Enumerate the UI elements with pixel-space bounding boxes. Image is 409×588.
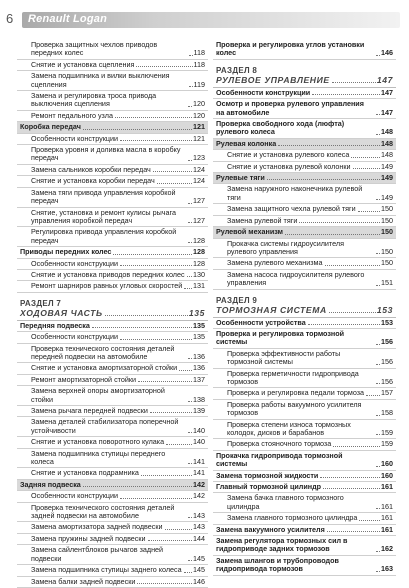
page-number-ref: 140 [193, 425, 205, 435]
page-number-ref: 123 [193, 153, 205, 163]
toc-entry[interactable] [213, 525, 396, 536]
toc-entry-title: Особенности конструкции [31, 258, 119, 268]
toc-entry-title: Передняя подвеска [20, 320, 90, 330]
dot-leader [320, 477, 380, 478]
toc-entry-title: Коробка передач [20, 122, 81, 132]
toc-entry[interactable] [17, 577, 208, 588]
toc-entry-title: Ремонт педального узла [31, 110, 113, 120]
toc-entry[interactable] [17, 208, 208, 228]
page-number-ref: 135 [188, 307, 205, 318]
toc-entry[interactable] [17, 176, 208, 187]
toc-entry[interactable] [17, 281, 208, 292]
toc-entry[interactable] [17, 437, 208, 448]
toc-entry[interactable] [213, 88, 396, 99]
toc-entry[interactable] [213, 139, 396, 150]
section-title: ХОДОВАЯ ЧАСТЬ [20, 307, 103, 318]
section-title-row[interactable] [213, 75, 396, 88]
dot-leader [333, 446, 380, 447]
toc-entry[interactable] [17, 503, 208, 523]
toc-entry-title: Снятие и установка коробки передач [31, 176, 155, 186]
page-number-ref: 153 [376, 304, 393, 315]
toc-entry-title: Осмотр и проверка рулевого управления на автомобиле [216, 99, 364, 117]
page-number-ref: 147 [381, 107, 393, 117]
toc-entry-title: Замена регулятора тормозных сил в гидроприводе задних тормозов [216, 536, 348, 554]
toc-entry-title: Замена тяги привода управления коробкой передач [31, 187, 176, 206]
dot-leader [166, 444, 192, 445]
toc-entry-title: Проверка и регулировка тормозной системы [216, 328, 345, 347]
dot-leader [184, 572, 192, 573]
page-number-ref: 156 [381, 376, 393, 386]
page-number-ref: 148 [381, 127, 393, 137]
page-number-ref: 145 [193, 565, 205, 575]
toc-entry-title: Замена подшипника ступицы заднего колеса [31, 565, 182, 575]
toc-entry[interactable] [213, 388, 396, 399]
toc-entry-title: Снятие и установка поворотного кулака [31, 437, 165, 447]
toc-entry[interactable] [17, 227, 208, 247]
page-number-ref: 160 [381, 470, 393, 480]
toc-entry-title: Рулевая колонка [216, 138, 277, 148]
page-number-ref: 160 [381, 459, 393, 469]
page-number-ref: 143 [193, 511, 205, 521]
dot-leader [184, 288, 192, 289]
page-number-ref: 136 [193, 363, 205, 373]
toc-entry[interactable] [17, 534, 208, 545]
toc-entry-title: Проверка свободного хода (люфта) рулевого колеса [216, 119, 345, 137]
toc-entry-title: Замена балки задней подвески [31, 576, 136, 586]
toc-entry-title: Замена амортизатора задней подвески [31, 522, 163, 532]
toc-entry-title: Проверка технического состояния деталей передней подвески на автомобиле [31, 343, 175, 361]
toc-entry-title: Снятие, установка и ремонт кулисы рычага управления коробкой передач [31, 207, 176, 225]
page-number-ref: 121 [193, 133, 205, 143]
toc-entry-title: Снятие и установка подрамника [31, 468, 139, 478]
toc-entry-title: Снятие и установка приводов передних колес [31, 269, 185, 279]
dot-leader [267, 179, 380, 180]
toc-entry-title: Замена шлангов и трубопроводов гидропривода тормозов [216, 555, 339, 574]
toc-entry[interactable] [17, 145, 208, 165]
toc-entry[interactable] [213, 536, 396, 556]
section-label: РАЗДЕЛ 7 [20, 298, 62, 308]
toc-entry[interactable] [213, 239, 396, 259]
dot-leader [83, 129, 192, 130]
dot-leader [165, 529, 192, 530]
dot-leader [188, 560, 192, 561]
dot-leader [376, 364, 380, 365]
toc-entry-title: Замена сайлентблоков рычагов задней подвески [31, 545, 164, 563]
toc-entry[interactable] [17, 491, 208, 502]
dot-leader [376, 114, 380, 115]
dot-leader [188, 358, 192, 359]
page-number-ref: 159 [381, 439, 393, 449]
toc-entry[interactable] [213, 150, 396, 161]
toc-entry-title: Прокачка гидропривода тормозной системы [216, 450, 343, 469]
toc-entry[interactable] [17, 111, 208, 122]
page-number-ref: 150 [381, 258, 393, 268]
page-number-ref: 127 [193, 196, 205, 206]
section-title-row[interactable] [213, 305, 396, 318]
toc-entry-title: Замена защитного чехла рулевой тяги [227, 204, 356, 214]
toc-entry[interactable] [17, 522, 208, 533]
dot-leader [153, 171, 192, 172]
page-number-ref: 148 [381, 138, 393, 148]
page-number-ref: 163 [381, 564, 393, 574]
page-number-ref: 162 [381, 544, 393, 554]
toc-entry[interactable] [213, 204, 396, 215]
toc-entry[interactable] [213, 184, 396, 204]
toc-entry-title: Главный тормозной цилиндр [216, 482, 322, 492]
dot-leader [189, 55, 193, 56]
toc-entry-title: Особенности конструкции [31, 133, 119, 143]
toc-entry[interactable] [213, 400, 396, 420]
toc-entry-title: Замена подшипника ступицы переднего колеса [31, 448, 166, 467]
dot-leader [353, 168, 380, 169]
toc-left-column [17, 40, 208, 588]
toc-entry[interactable] [17, 40, 208, 60]
toc-entry[interactable] [213, 173, 396, 184]
toc-entry[interactable] [213, 556, 396, 576]
page-number-ref: 128 [193, 247, 205, 257]
toc-entry-title: Замена рычага передней подвески [31, 406, 148, 415]
dot-leader [83, 486, 192, 487]
toc-entry-title: Замена сальников коробки передач [31, 164, 151, 174]
page-number-ref: 128 [193, 235, 205, 245]
dot-leader [376, 415, 380, 416]
toc-entry[interactable] [213, 451, 396, 471]
dot-leader [188, 222, 192, 223]
page-number-ref: 146 [193, 576, 205, 586]
dot-leader [325, 265, 381, 266]
page-number-ref: 147 [381, 87, 393, 97]
dot-leader [138, 381, 192, 382]
dot-leader [157, 183, 192, 184]
page-number: 6 [6, 11, 14, 26]
toc-entry[interactable] [17, 321, 208, 332]
toc-entry[interactable] [213, 349, 396, 369]
toc-entry[interactable] [213, 99, 396, 119]
dot-leader [312, 94, 380, 95]
toc-entry-title: Прокачка системы гидроусилителя рулевого управления [227, 238, 344, 256]
toc-entry[interactable] [213, 216, 396, 227]
page-number-ref: 144 [193, 533, 205, 543]
dot-leader [323, 488, 380, 489]
dot-leader [376, 466, 380, 467]
dot-leader [332, 82, 376, 83]
dot-leader [299, 222, 380, 223]
dot-leader [376, 55, 380, 56]
page-number-ref: 119 [193, 79, 205, 89]
page-number-ref: 128 [193, 258, 205, 268]
toc-entry[interactable] [17, 449, 208, 469]
dot-leader [376, 571, 380, 572]
page-number-ref: 153 [381, 317, 393, 327]
toc-entry[interactable] [17, 188, 208, 208]
toc-entry[interactable] [17, 406, 208, 417]
dot-leader [351, 157, 380, 158]
toc-entry[interactable] [213, 258, 396, 269]
page-number-ref: 161 [381, 482, 393, 492]
toc-entry-title: Особенности устройства [216, 317, 306, 327]
dot-leader [188, 432, 192, 433]
page-number-ref: 118 [193, 48, 205, 58]
section-title: ТОРМОЗНАЯ СИСТЕМА [216, 304, 327, 315]
toc-right-column [213, 40, 396, 576]
dot-leader [120, 265, 192, 266]
page-number-ref: 149 [381, 173, 393, 183]
toc-entry[interactable] [17, 247, 208, 258]
toc-entry-title: Проверка герметичности гидропривода тормозов [227, 368, 359, 386]
dot-leader [366, 395, 380, 396]
toc-entry-title: Проверка и регулировка педали тормоза [227, 388, 365, 398]
page-number-ref: 141 [193, 468, 205, 478]
toc-entry-title: Замена насоса гидроусилителя рулевого управления [227, 269, 365, 288]
dot-leader [188, 106, 192, 107]
toc-entry[interactable] [213, 493, 396, 513]
toc-entry-title: Проверка уровня и доливка масла в коробку передач [31, 145, 181, 163]
page-number-ref: 159 [381, 428, 393, 437]
page-number-ref: 138 [193, 394, 205, 404]
toc-entry[interactable] [17, 468, 208, 479]
dot-leader [359, 520, 380, 521]
dot-leader [120, 339, 192, 340]
page-header [0, 0, 409, 40]
toc-entry[interactable] [213, 162, 396, 173]
page-number-ref: 150 [381, 215, 393, 225]
dot-leader [141, 475, 192, 476]
dot-leader [120, 140, 192, 141]
page-number-ref: 141 [193, 457, 205, 467]
dot-leader [376, 253, 380, 254]
toc-entry[interactable] [17, 270, 208, 281]
section-title-row[interactable] [17, 308, 208, 321]
toc-entry[interactable] [17, 122, 208, 133]
toc-entry[interactable] [213, 227, 396, 238]
page-number-ref: 131 [193, 281, 205, 291]
dot-leader [113, 254, 192, 255]
toc-entry[interactable] [213, 482, 396, 493]
dot-leader [327, 531, 380, 532]
page-number-ref: 146 [381, 48, 393, 58]
section-label: РАЗДЕЛ 8 [216, 65, 258, 75]
page-number-ref: 149 [381, 161, 393, 171]
toc-entry[interactable] [17, 565, 208, 576]
toc-entry[interactable] [17, 91, 208, 111]
toc-entry[interactable] [213, 119, 396, 139]
toc-entry-title: Замена рулевой тяги [227, 215, 298, 225]
dot-leader [137, 583, 192, 584]
dot-leader [136, 66, 192, 67]
book-title: Renault Logan [28, 13, 107, 25]
page-number-ref: 158 [381, 408, 393, 418]
page-number-ref: 136 [193, 351, 205, 361]
toc-entry[interactable] [213, 270, 396, 290]
page-number-ref: 127 [193, 215, 205, 225]
dot-leader [188, 463, 192, 464]
toc-entry[interactable] [17, 480, 208, 491]
dot-leader [188, 401, 192, 402]
dot-leader [278, 145, 380, 146]
toc-entry-title: Проверка технического состояния деталей задней подвески на автомобиле [31, 502, 175, 521]
toc-entry-title: Приводы передних колес [20, 247, 112, 257]
dot-leader [120, 498, 192, 499]
page-number-ref: 137 [193, 374, 205, 384]
toc-entry-title: Проверка работы вакуумного усилителя тормозов [227, 399, 362, 418]
toc-entry-title: Проверка степени износа тормозных колодок, дисков и барабанов [227, 419, 351, 437]
toc-entry-title: Снятие и установка рулевой колонки [227, 161, 351, 171]
toc-entry-title: Проверка стояночного тормоза [227, 439, 332, 449]
toc-entry[interactable] [17, 134, 208, 145]
toc-entry-title: Замена бачка главного тормозного цилиндра [227, 493, 344, 511]
toc-entry-title: Ремонт амортизаторной стойки [31, 374, 137, 384]
toc-entry[interactable] [17, 71, 208, 91]
page-number-ref: 161 [381, 524, 393, 534]
page-number-ref: 157 [381, 388, 393, 398]
page-number-ref: 147 [376, 74, 393, 85]
toc-entry-title: Замена и регулировка троса привода выключения сцепления [31, 91, 157, 109]
page-number-ref: 148 [381, 150, 393, 160]
dot-leader [92, 327, 192, 328]
page-number-ref: 124 [193, 176, 205, 186]
dot-leader [376, 285, 380, 286]
dot-leader [188, 517, 192, 518]
dot-leader [148, 540, 192, 541]
toc-entry-title: Замена верхней опоры амортизаторной стойки [31, 386, 165, 404]
toc-entry-title: Замена главного тормозного цилиндра [227, 513, 358, 523]
dot-leader [358, 211, 380, 212]
toc-entry-title: Замена рулевого механизма [227, 258, 323, 268]
dot-leader [105, 315, 188, 316]
toc-entry[interactable] [17, 545, 208, 565]
toc-entry-title: Замена тормозной жидкости [216, 470, 319, 480]
page-number-ref: 142 [193, 479, 205, 489]
toc-entry-title: Особенности конструкции [31, 491, 119, 501]
dot-leader [187, 276, 192, 277]
toc-entry-title: Особенности конструкции [216, 87, 311, 97]
page-number-ref: 130 [193, 269, 205, 279]
section-label: РАЗДЕЛ 9 [216, 295, 258, 305]
page-number-ref: 118 [193, 59, 205, 69]
toc-entry[interactable] [17, 165, 208, 176]
dot-leader [376, 344, 380, 345]
dot-leader [179, 370, 192, 371]
toc-entry[interactable] [17, 363, 208, 374]
toc-entry[interactable] [17, 344, 208, 364]
dot-leader [329, 312, 376, 313]
dot-leader [376, 434, 380, 435]
toc-entry[interactable] [213, 471, 396, 482]
toc-entry-title: Рулевой механизм [216, 227, 283, 237]
toc-entry[interactable] [213, 420, 396, 440]
toc-entry-title: Проверка защитных чехлов приводов передних колес [31, 40, 158, 58]
dot-leader [308, 324, 380, 325]
toc-entry[interactable] [213, 513, 396, 524]
page-number-ref: 121 [193, 122, 205, 132]
dot-leader [189, 86, 193, 87]
page-number-ref: 140 [193, 437, 205, 447]
page-number-ref: 149 [381, 192, 393, 202]
toc-entry-title: Замена пружины задней подвески [31, 533, 146, 543]
page-number-ref: 135 [193, 332, 205, 342]
page-number-ref: 156 [381, 337, 393, 347]
dot-leader [188, 160, 192, 161]
page-number-ref: 150 [381, 204, 393, 214]
toc-entry-title: Замена подшипника и вилки выключения сцепления [31, 71, 170, 89]
toc-entry[interactable] [213, 318, 396, 329]
page-number-ref: 120 [193, 99, 205, 109]
toc-entry-title: Снятие и установка рулевого колеса [227, 150, 350, 160]
page-number-ref: 161 [381, 513, 393, 523]
page-number-ref: 150 [381, 227, 393, 237]
toc-entry[interactable] [17, 60, 208, 71]
running-title-bar [22, 12, 400, 28]
toc-entry-title: Замена наружного наконечника рулевой тяги [227, 184, 363, 202]
toc-entry[interactable] [213, 40, 396, 60]
dot-leader [376, 551, 380, 552]
toc-entry-title: Задняя подвеска [20, 479, 81, 489]
page-number-ref: 120 [193, 110, 205, 120]
dot-leader [376, 508, 380, 509]
toc-entry-title: Проверка эффективности работы тормозной системы [227, 348, 341, 367]
toc-entry-title: Рулевые тяги [216, 173, 265, 183]
toc-entry-title: Проверка и регулировка углов установки колес [216, 40, 365, 58]
toc-entry-title: Регулировка привода управления коробкой передач [31, 227, 177, 245]
page-number-ref: 145 [193, 553, 205, 563]
dot-leader [188, 203, 192, 204]
dot-leader [150, 412, 192, 413]
toc-entry[interactable] [213, 439, 396, 450]
toc-entry[interactable] [17, 332, 208, 343]
toc-entry-title: Замена деталей стабилизатора поперечной устойчивости [31, 417, 179, 435]
dot-leader [188, 242, 192, 243]
page-number-ref: 139 [193, 406, 205, 415]
toc-entry[interactable] [213, 329, 396, 349]
page-number-ref: 143 [193, 522, 205, 532]
page-number-ref: 151 [381, 278, 393, 288]
toc-entry[interactable] [17, 259, 208, 270]
toc-entry[interactable] [17, 417, 208, 437]
page-number-ref: 142 [193, 491, 205, 501]
toc-entry[interactable] [17, 375, 208, 386]
section-title: РУЛЕВОЕ УПРАВЛЕНИЕ [216, 74, 330, 85]
dot-leader [285, 234, 380, 235]
toc-entry[interactable] [17, 386, 208, 406]
toc-entry[interactable] [213, 369, 396, 389]
dot-leader [376, 383, 380, 384]
toc-entry-title: Особенности конструкции [31, 332, 119, 342]
toc-entry-title: Замена вакуумного усилителя [216, 524, 325, 534]
page-number-ref: 124 [193, 164, 205, 174]
dot-leader [376, 134, 380, 135]
toc-entry-title: Снятие и установка амортизаторной стойки [31, 363, 178, 373]
page-number-ref: 135 [193, 320, 205, 330]
toc-entry-title: Ремонт шарниров равных угловых скоростей [31, 281, 183, 291]
toc-entry-title: Снятие и установка сцепления [31, 59, 135, 69]
page-number-ref: 150 [381, 246, 393, 256]
page-number-ref: 156 [381, 357, 393, 367]
page-number-ref: 161 [381, 501, 393, 511]
dot-leader [115, 117, 192, 118]
dot-leader [376, 199, 380, 200]
